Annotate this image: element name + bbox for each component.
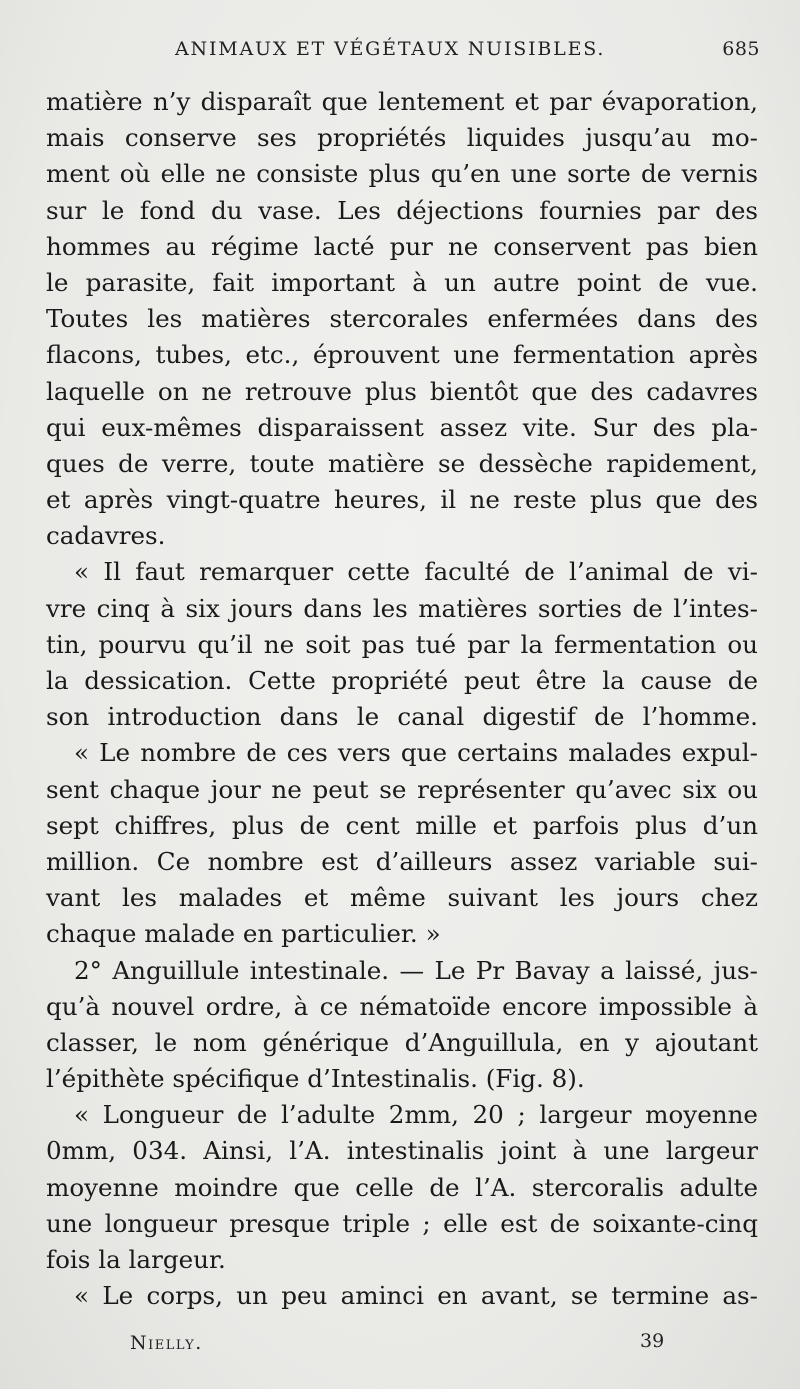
- text-line: chaque malade en particulier. »: [46, 919, 441, 949]
- text-line: vre cinq à six jours dans les matières sorties de l’intes-: [46, 593, 758, 623]
- text-line: 0mm, 034. Ainsi, l’A. intestinalis joint à une largeur: [46, 1136, 758, 1166]
- text-line: vant les malades et même suivant les jours chez: [46, 883, 758, 913]
- text-line: la dessication. Cette propriété peut être la cause de: [46, 666, 758, 695]
- text-line: sur le fond du vase. Les déjections fournies par des: [46, 195, 758, 225]
- running-title: ANIMAUX ET VÉGÉTAUX NUISIBLES.: [175, 38, 606, 60]
- text-line: matière n’y disparaît que lentement et par évaporation,: [46, 87, 758, 116]
- text-line: sent chaque jour ne peut se représenter qu’avec six ou: [46, 774, 758, 804]
- text-line: ment où elle ne consiste plus qu’en une sorte de vernis: [46, 159, 758, 189]
- text-line: flacons, tubes, etc., éprouvent une fermentation après: [46, 340, 758, 370]
- text-line: « Longueur de l’adulte 2mm, 20 ; largeur moyenne: [74, 1100, 758, 1130]
- text-line: ques de verre, toute matière se dessèche rapidement,: [46, 448, 758, 478]
- text-line: son introduction dans le canal digestif de l’homme.: [46, 702, 758, 732]
- text-line: sept chiffres, plus de cent mille et parfois plus d’un: [46, 810, 758, 840]
- text-line: laquelle on ne retrouve plus bientôt que des cadavres: [46, 376, 758, 406]
- text-line: une longueur presque triple ; elle est de soixante-cinq: [46, 1208, 758, 1238]
- text-line: million. Ce nombre est d’ailleurs assez variable sui-: [46, 846, 758, 876]
- text-line: qui eux-mêmes disparaissent assez vite. Sur des pla-: [46, 412, 758, 442]
- text-line: « Le corps, un peu aminci en avant, se termine as-: [74, 1281, 758, 1311]
- signature-number: 39: [640, 1330, 665, 1352]
- text-line: et après vingt-quatre heures, il ne reste plus que des: [46, 485, 758, 515]
- text-line: Toutes les matières stercorales enfermées dans des: [46, 304, 758, 334]
- signature-mark-author: Nielly.: [130, 1332, 203, 1354]
- text-line: 2° Anguillule intestinale. — Le Pr Bavay a laissé, jus-: [74, 955, 758, 985]
- page-header: [175, 38, 760, 78]
- text-line: mais conserve ses propriétés liquides jusqu’au mo-: [46, 123, 758, 153]
- page-number: 685: [722, 38, 760, 60]
- text-line: moyenne moindre que celle de l’A. stercoralis adulte: [46, 1172, 758, 1202]
- page-footer: [130, 1330, 665, 1360]
- text-line: « Il faut remarquer cette faculté de l’animal de vi-: [74, 557, 758, 587]
- text-line: classer, le nom générique d’Anguillula, en y ajoutant: [46, 1027, 758, 1057]
- text-line: qu’à nouvel ordre, à ce nématoïde encore impossible à: [46, 991, 758, 1021]
- text-line: tin, pourvu qu’il ne soit pas tué par la fermentation ou: [46, 629, 758, 659]
- text-line: l’épithète spécifique d’Intestinalis. (Fig. 8).: [46, 1064, 585, 1094]
- text-line: le parasite, fait important à un autre point de vue.: [46, 267, 758, 297]
- text-line: hommes au régime lacté pur ne conservent pas bien: [46, 231, 758, 261]
- text-line: cadavres.: [46, 521, 166, 551]
- text-line: « Le nombre de ces vers que certains malades expul-: [74, 738, 758, 768]
- text-line: fois la largeur.: [46, 1245, 226, 1274]
- body-text: [46, 84, 758, 1314]
